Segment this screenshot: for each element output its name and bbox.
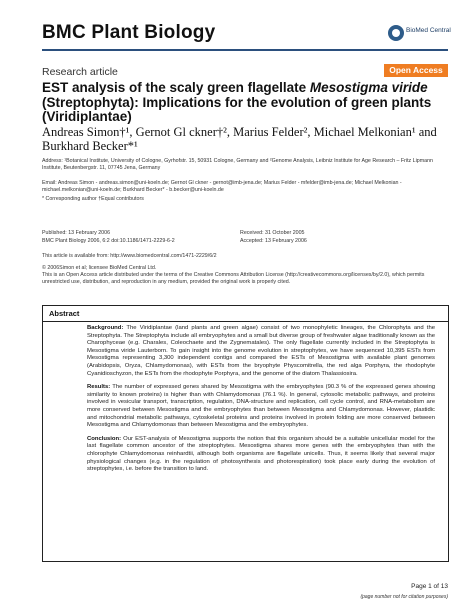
conclusion-text: Our EST-analysis of Mesostigma supports the notion that this organism should be a suitable unicellular model for the last flagellate common ancestor of the streptophytes. Mesostigma shares more genes with the embryophytes than with the chlorophyte Chlamydomonas reinhardtii, although both organisms are flagellate unicells. Thus, it seems likely that several major physiological changes (e.g. in the regulation of photosynthesis and photorespiration) took place early during the evolution of streptophytes, i.e. before the transition to land. <box>87 435 435 473</box>
received-date: Received: 31 October 2005 <box>240 230 305 236</box>
published-date: Published: 13 February 2006 <box>42 230 111 236</box>
abstract-background <box>87 325 435 378</box>
license-text: This is an Open Access article distributed under the terms of the Creative Commons Attribution License (http://creativecommons.org/licenses/by/2.0), which permits unrestricted use, distribution, and reproduction in any medium, provided the original work is properly cited. <box>42 272 425 286</box>
publication-meta-left <box>42 230 242 247</box>
license-block <box>42 265 452 287</box>
abstract-rule <box>43 321 448 322</box>
page-number: Page 1 of 13 <box>411 583 448 590</box>
abstract-box <box>42 305 449 562</box>
abstract-results <box>87 384 435 430</box>
accepted-date: Accepted: 13 February 2006 <box>240 238 307 245</box>
biomed-central-logo[interactable] <box>388 24 451 44</box>
title-part-1: EST analysis of the scaly green flagellate <box>42 80 310 95</box>
header-rule <box>42 49 448 51</box>
citation-doi: BMC Plant Biology 2006, 6:2 doi:10.1186/1471-2229-6-2 <box>42 238 175 245</box>
article-link[interactable]: This article is available from: http://www.biomedcentral.com/1471-2229/6/2 <box>42 253 217 259</box>
conclusion-label: Conclusion: <box>87 435 122 442</box>
abstract-conclusion <box>87 436 435 474</box>
title-species: Mesostigma viride <box>309 80 428 95</box>
copyright-line: © 2006Simon et al; licensee BioMed Central Ltd. <box>42 265 157 271</box>
corresponding-note: * Corresponding author †Equal contributors <box>42 196 144 202</box>
logo-suffix: Central <box>429 27 451 34</box>
article-type: Research article <box>42 66 118 78</box>
publication-meta-right <box>240 230 440 247</box>
results-text: The number of expressed genes shared by Mesostigma with the embryophytes (90.3 % of the expressed genes showing similarity to known proteins) is higher than with Chlamydomonas (76.1 %). In general, cytosolic metabolic pathways, and proteins involved in vesicular transport, transcription, regulation, DNA-structure and replication, cell cycle control, and RNA-metabolism are more conserved between Mesostigma and the embryophytes than between Mesostigma and Chlamydomonas. However, plastidic and mitochondrial metabolic pathways, cytoskeletal proteins and proteins involved in protein folding are more conserved between Mesostigma and Chlamydomonas than between Mesostigma and the embryophytes. <box>87 384 436 429</box>
abstract-body <box>87 325 435 480</box>
article-title <box>42 81 447 125</box>
logo-text <box>406 27 451 34</box>
abstract-heading: Abstract <box>49 309 80 318</box>
results-label: Results: <box>87 384 111 391</box>
title-part-2: (Streptophyta): Implications for the evolution of green plants (Viridiplantae) <box>42 94 432 124</box>
author-emails[interactable]: Email: Andreas Simon - andreas.simon@uni-koeln.de; Gernot Gl ckner - gernot@imb-jena.de; Marius Felder - mfelder@imb-jena.de; Michael Melkonian - michael.melkonian@uni-koeln.de; Burkhard Becker* - b.becker@uni-koeln.de <box>42 180 402 194</box>
logo-brand: BioMed <box>406 27 429 34</box>
background-label: Background: <box>87 325 124 331</box>
page-note: (page number not for citation purposes) <box>360 594 448 600</box>
journal-title: BMC Plant Biology <box>42 22 216 43</box>
authors-line: Andreas Simon†¹, Gernot Gl ckner†², Marius Felder², Michael Melkonian¹ and Burkhard Becker*¹ <box>42 125 437 153</box>
affiliation-address: Address: ¹Botanical Institute, University of Cologne, Gyrhofstr. 15, 50931 Cologne, Germany and ²Genome Analysis, Leibniz Institute for Age Research – Fritz Lipmann Institute, Beutenbergstr. 11, 07745 Jena, Germany <box>42 158 433 172</box>
background-text: The Viridiplantae (land plants and green algae) consist of two monophyletic lineages, the Chlorophyta and the Streptophyta. The Streptophyta include all embryophytes and a small but diverse group of freshwater algae traditionally known as the Charophyceae (e.g. Charales, Coleochaete and the Zygnematales). The only flagellate currently included in the Streptophyta is Mesostigma viride Lauterborn. To gain insight into the genome evolution in streptophytes, we have sequenced 10,395 ESTs from Mesostigma representing 3,300 independent contigs and compared the ESTs of Mesostigma with available plant genomes (Arabidopsis, Oryza, Chlamydomonas), with ESTs from the bryophyte Physcomitrella, the red alga Porphyra, the rhodophyte Cyanidioschyzon, the ESTs from the rhodophyte Porphyra, and the genome of the diatom Thalassiosira. <box>87 325 435 377</box>
open-access-badge[interactable]: Open Access <box>384 64 448 77</box>
logo-circle-icon <box>388 25 404 41</box>
